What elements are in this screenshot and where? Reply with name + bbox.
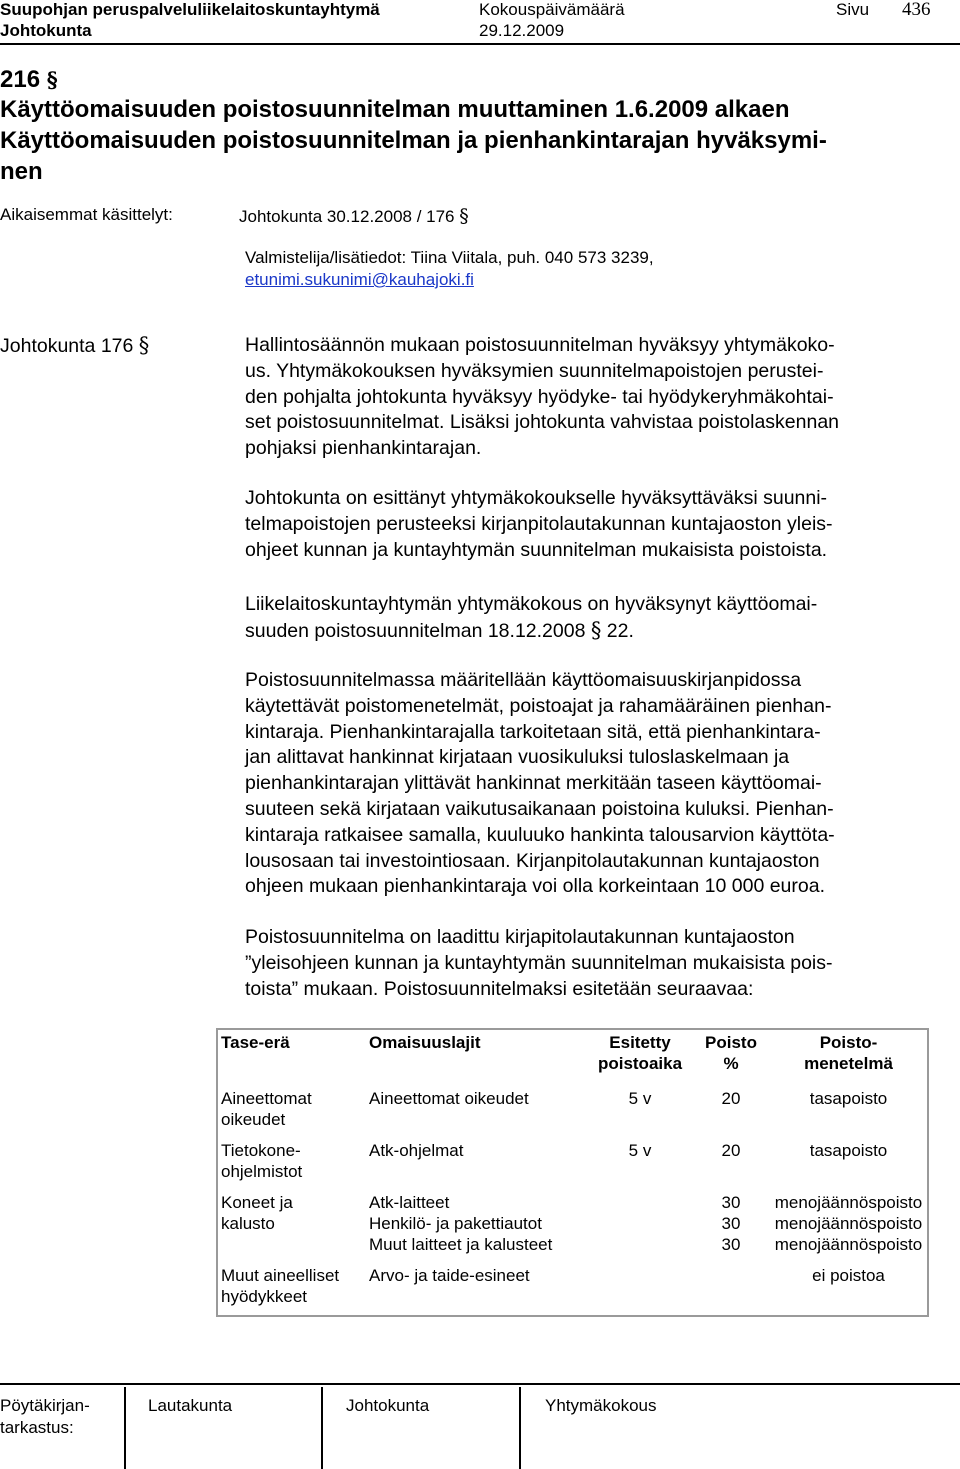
decision-paragraph-3 [245, 592, 945, 645]
header-poisto-pct: Poisto % [705, 1033, 757, 1073]
cell-group: Tietokone- ohjelmistot [221, 1141, 303, 1181]
section-number-line [0, 64, 58, 95]
cell-pct: 20 [721, 1089, 741, 1108]
header-menetelma: Poisto- menetelmä [804, 1033, 893, 1073]
header-poistoaika: Esitetty poistoaika [597, 1033, 683, 1073]
decision-paragraph-1: Hallintosäännön mukaan poistosuunnitelman hyväksyy yhtymäkoko- us. Yhtymäkokouksen hyväksymien suunnitelmapoistojen perustei- den pohjalta johtokunta hyväksyy hyödyke- tai hyödykeryhmäkohtai- set poistosuunnitelmat. Lisäksi johtokunta vahvistaa poistolaskennan pohjaksi pienhankintarajan. [245, 334, 840, 460]
page-number: 436 [902, 0, 931, 20]
footer-johtokunta: Johtokunta [346, 1396, 430, 1415]
footer-rule [0, 1383, 960, 1385]
body-name: Johtokunta [0, 21, 92, 40]
previous-value: Johtokunta 30.12.2008 / 176 [239, 207, 455, 226]
cell-type: Aineettomat oikeudet [369, 1089, 529, 1108]
footer-divider [124, 1387, 126, 1469]
header-omaisuuslajit: Omaisuuslajit [369, 1033, 481, 1052]
section-title-3: nen [0, 158, 43, 185]
cell-method: tasapoisto [809, 1089, 888, 1108]
footer-lautakunta: Lautakunta [148, 1396, 233, 1415]
cell-time [588, 1257, 692, 1315]
paragraph-3-symbol: § [590, 617, 602, 642]
previous-value-wrap [239, 205, 469, 227]
cell-time: 5 v [628, 1141, 652, 1160]
meeting-date: 29.12.2009 [479, 21, 565, 40]
cell-method: ei poistoa [812, 1266, 885, 1285]
paragraph-3-text: Liikelaitoskuntayhtymän yhtymäkokous on hyväksynyt käyttöomai- suuden poistosuunnitelman 18.12.2008 [245, 593, 818, 642]
footer-divider [519, 1387, 521, 1469]
cell-pct: 20 [721, 1141, 741, 1160]
preparer-email-link[interactable]: etunimi.sukunimi@kauhajoki.fi [245, 270, 474, 289]
footer-yhtymakokous: Yhtymäkokous [545, 1396, 657, 1415]
table-row [218, 1257, 927, 1315]
decision-paragraph-4: Poistosuunnitelmassa määritellään käyttöomaisuuskirjanpidossa käytettävät poistomenetelmät, poistoajat ja rahamääräinen pienhan- kintaraja. Pienhankintarajalla tarkoitetaan sitä, että pienhankintara- jan alittavat hankinnat kirjataan vuosikuluksi tuloslaskelmaan ja pienhankintarajan ylittävät hankinnat merkitään taseen käyttöomai- suuteen sekä kirjataan vaikutusaikanaan poistoina kuluksi. Pienhan- kintaraja ratkaisee samalla, kuuluuko hankinta talousarvion käyttöta- lousosaan tai investointiosaan. Kirjanpitolautakunnan kuntajaoston ohjeen mukaan pienhankintaraja voi olla korkeintaan 10 000 euroa. [245, 669, 835, 898]
cell-group: Koneet ja kalusto [221, 1193, 293, 1233]
cell-time: 5 v [628, 1089, 652, 1108]
footer-reviewer: Pöytäkirjan- tarkastus: [0, 1396, 90, 1437]
table-row [218, 1132, 927, 1184]
decision-label-wrap [0, 333, 149, 358]
footer-divider [321, 1387, 323, 1469]
previous-label: Aikaisemmat käsittelyt: [0, 205, 173, 224]
decision-symbol: § [138, 333, 150, 357]
page-label: Sivu [836, 0, 870, 19]
cell-group: Muut aineelliset hyödykkeet [221, 1266, 340, 1306]
cell-pct: 30 30 30 [721, 1193, 741, 1254]
table-header-row [218, 1030, 927, 1076]
section-title-1: Käyttöomaisuuden poistosuunnitelman muuttaminen 1.6.2009 alkaen [0, 96, 790, 123]
table-row [218, 1076, 927, 1132]
decision-label: Johtokunta 176 [0, 335, 134, 357]
section-symbol: § [46, 67, 58, 92]
header-tase-era: Tase-erä [221, 1033, 290, 1052]
cell-pct [692, 1257, 770, 1315]
section-number: 216 [0, 66, 41, 93]
cell-method: tasapoisto [809, 1141, 888, 1160]
cell-type: Arvo- ja taide-esineet [369, 1266, 530, 1285]
meeting-date-label: Kokouspäivämäärä [479, 0, 625, 19]
cell-type: Atk-laitteet Henkilö- ja pakettiautot Muut laitteet ja kalusteet [369, 1193, 553, 1254]
paragraph-3-number: 22. [606, 619, 634, 642]
section-title-2: Käyttöomaisuuden poistosuunnitelman ja pienhankintarajan hyväksymi- [0, 127, 827, 154]
header-rule [0, 43, 960, 45]
preparer-info: Valmistelija/lisätiedot: Tiina Viitala, puh. 040 573 3239, [245, 248, 654, 267]
organization-name: Suupohjan peruspalveluliikelaitoskuntayhtymä [0, 0, 380, 19]
cell-time [588, 1184, 692, 1257]
depreciation-table [216, 1028, 929, 1317]
table-row [218, 1184, 927, 1257]
decision-paragraph-2: Johtokunta on esittänyt yhtymäkokoukselle hyväksyttäväksi suunni- telmapoistojen perusteeksi kirjanpitolautakunnan kuntajaoston yleis- ohjeet kunnan ja kuntayhtymän suunnitelman mukaisista poistoista. [245, 487, 833, 561]
previous-symbol: § [459, 205, 469, 227]
cell-method: menojäännöspoisto menojäännöspoisto menojäännöspoisto [774, 1193, 923, 1254]
cell-group: Aineettomat oikeudet [221, 1089, 312, 1129]
decision-paragraph-5: Poistosuunnitelma on laadittu kirjapitolautakunnan kuntajaoston ”yleisohjeen kunnan ja kuntayhtymän suunnitelman mukaisista pois- toista” mukaan. Poistosuunnitelmaksi esitetään seuraavaa: [245, 926, 833, 1000]
cell-type: Atk-ohjelmat [369, 1141, 464, 1160]
